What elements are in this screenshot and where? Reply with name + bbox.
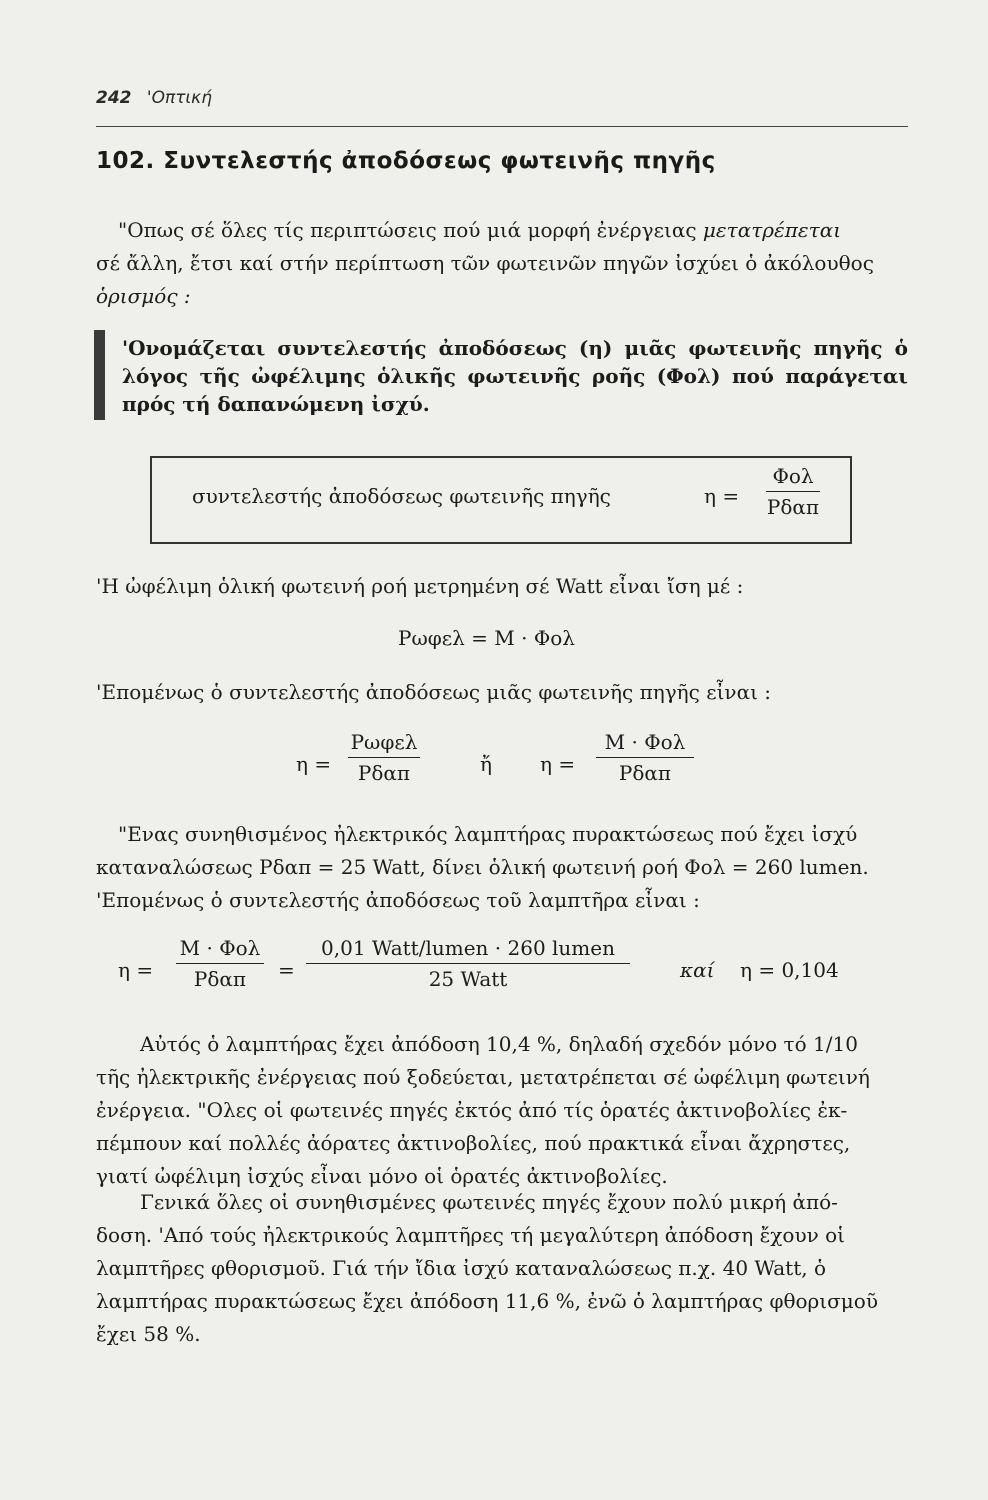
intro-paragraph xyxy=(96,214,908,313)
equation-3-numerator-1: M · Φολ xyxy=(179,936,261,960)
equation-3-fraction-2 xyxy=(306,936,630,991)
show-through-decoration xyxy=(600,176,605,196)
equation-2-numerator-2: M · Φολ xyxy=(604,730,686,754)
equation-2-denominator-2: Pδαπ xyxy=(618,761,672,785)
header-rule xyxy=(96,126,908,127)
example-line-1: "Ενας συνηθισμένος ἠλεκτρικός λαμπτήρας πυρακτώσεως πού ἔχει ἰσχύ xyxy=(118,822,858,846)
section-title: 102. Συντελεστής ἀποδόσεως φωτεινῆς πηγῆς xyxy=(96,148,716,174)
efficiency-line-2: τῆς ἠλεκτρικῆς ἐνέργειας πού ξοδεύεται, μετατρέπεται σέ ὠφέλιμη φωτεινή xyxy=(96,1065,870,1089)
equation-3-result: η = 0,104 xyxy=(740,958,839,982)
efficiency-line-4: πέμπουν καί πολλές ἀόρατες ἀκτινοβολίες, πού πρακτικά εἶναι ἄχρηστες, xyxy=(96,1131,851,1155)
equation-3-equals: = xyxy=(278,958,295,982)
formula-box-label: συντελεστής ἀποδόσεως φωτεινῆς πηγῆς xyxy=(192,484,611,508)
general-paragraph xyxy=(96,1186,908,1351)
section-name: 'Οπτική xyxy=(146,88,212,108)
general-line-4: λαμπτήρας πυρακτώσεως ἔχει ἀπόδοση 11,6 %, ἐνῶ ὁ λαμπτήρας φθορισμοῦ xyxy=(96,1289,878,1313)
general-line-1: Γενικά ὅλες οἱ συνηθισμένες φωτεινές πηγές ἔχουν πολύ μικρή ἀπό- xyxy=(140,1190,838,1214)
intro-line-2: σέ ἄλλη, ἔτσι καί στήν περίπτωση τῶν φωτεινῶν πηγῶν ἰσχύει ὁ ἀκόλουθος xyxy=(96,251,874,275)
definition-marker-bar xyxy=(94,330,105,420)
paragraph-power: 'Η ὠφέλιμη ὁλική φωτεινή ροή μετρημένη σέ Watt εἶναι ἴση μέ : xyxy=(96,574,744,598)
equation-useful-power: Pωφελ = M · Φολ xyxy=(398,626,575,650)
efficiency-paragraph xyxy=(96,1028,908,1193)
equation-2-numerator-1: Pωφελ xyxy=(350,730,418,754)
intro-line-3: ὁρισμός : xyxy=(96,284,191,308)
equation-3-denominator-2: 25 Watt xyxy=(428,967,508,991)
equation-3-numerator-2: 0,01 Watt/lumen · 260 lumen xyxy=(321,936,615,960)
equation-3-fraction-1 xyxy=(176,936,264,991)
equation-2-fraction-1 xyxy=(348,730,420,785)
example-paragraph xyxy=(96,818,908,917)
formula-box-numerator: Φολ xyxy=(772,464,814,488)
efficiency-line-1: Αὐτός ὁ λαμπτήρας ἔχει ἀπόδοση 10,4 %, δηλαδή σχεδόν μόνο τό 1/10 xyxy=(140,1032,858,1056)
page-number: 242 xyxy=(96,88,132,108)
paragraph-therefore: 'Επομένως ὁ συντελεστής ἀποδόσεως μιᾶς φωτεινῆς πηγῆς εἶναι : xyxy=(96,680,772,704)
intro-emphasis: μετατρέπεται xyxy=(702,218,842,242)
general-line-5: ἔχει 58 %. xyxy=(96,1322,201,1346)
equation-3-and: καί xyxy=(680,958,715,982)
definition-text: 'Ονομάζεται συντελεστής ἀποδόσεως (η) μιᾶς φωτεινῆς πηγῆς ὁ λόγος τῆς ὠφέλιμης ὁλικῆς φωτεινῆς ροῆς (Φολ) πού παράγεται πρός τή δαπανώμενη ἰσχύ. xyxy=(122,336,908,416)
equation-3-denominator-1: Pδαπ xyxy=(193,967,247,991)
general-line-2: δοση. 'Από τούς ἠλεκτρικούς λαμπτῆρες τή μεγαλύτερη ἀπόδοση ἔχουν οἱ xyxy=(96,1223,846,1247)
running-header xyxy=(96,88,212,108)
formula-box-fraction xyxy=(766,464,820,519)
example-line-2: καταναλώσεως Pδαπ = 25 Watt, δίνει ὁλική φωτεινή ροή Φολ = 260 lumen. xyxy=(96,855,869,879)
equation-2-or: ἤ xyxy=(480,752,492,776)
equation-2-lhs: η = xyxy=(296,752,332,776)
formula-box xyxy=(150,456,852,544)
equation-2-fraction-2 xyxy=(596,730,694,785)
example-line-3: 'Επομένως ὁ συντελεστής ἀποδόσεως τοῦ λαμπτῆρα εἶναι : xyxy=(96,888,700,912)
efficiency-line-5: γιατί ὠφέλιμη ἰσχύς εἶναι μόνο οἱ ὁρατές ἀκτινοβολίες. xyxy=(96,1164,668,1188)
formula-box-lhs: η = xyxy=(704,484,740,508)
efficiency-line-3: ἐνέργεια. "Ολες οἱ φωτεινές πηγές ἐκτός ἀπό τίς ὁρατές ἀκτινοβολίες ἐκ- xyxy=(96,1098,848,1122)
equation-3-lhs: η = xyxy=(118,958,154,982)
formula-box-denominator: Pδαπ xyxy=(766,495,820,519)
general-line-3: λαμπτῆρες φθορισμοῦ. Γιά τήν ἴδια ἰσχύ καταναλώσεως π.χ. 40 Watt, ὁ xyxy=(96,1256,826,1280)
equation-2-denominator-1: Pδαπ xyxy=(357,761,411,785)
intro-line-1: "Οπως σέ ὅλες τίς περιπτώσεις πού μιά μορφή ἐνέργειας xyxy=(118,218,703,242)
equation-2-lhs-2: η = xyxy=(540,752,576,776)
